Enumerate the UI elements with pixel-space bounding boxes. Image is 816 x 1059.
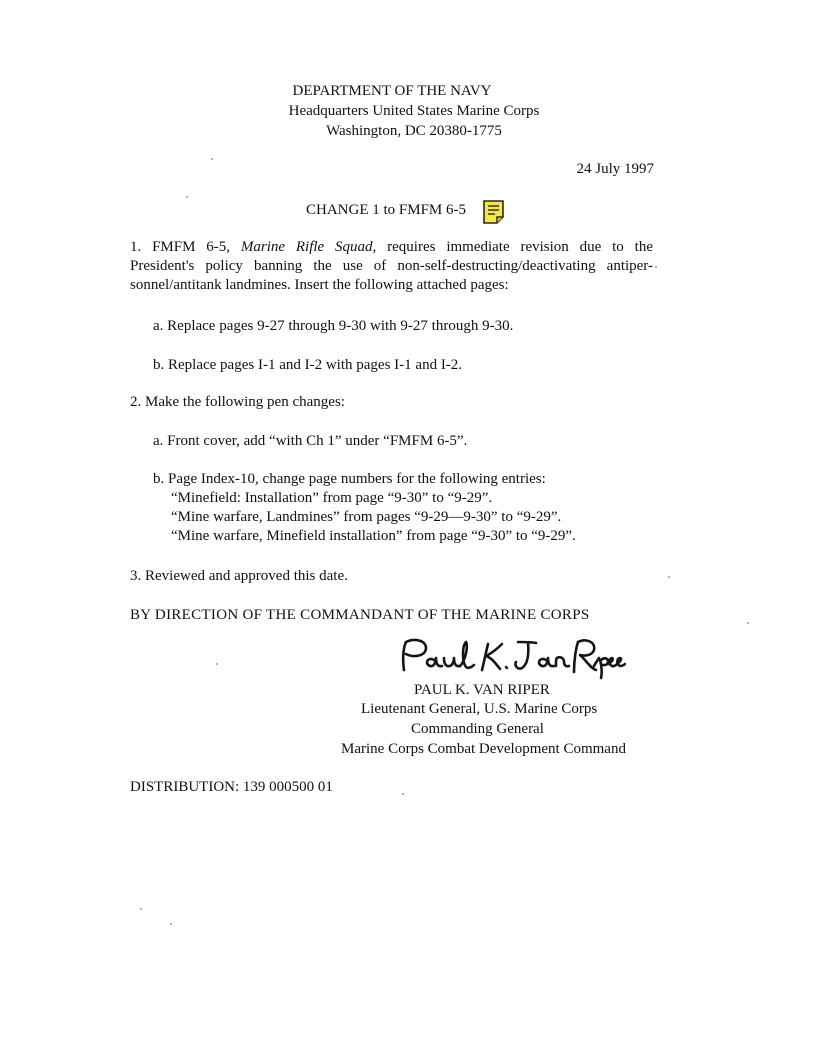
para2-item-b: b. Page Index-10, change page numbers for the following entries: (153, 471, 546, 487)
scan-speck (655, 266, 657, 268)
scan-speck (402, 793, 404, 795)
header-hq: Headquarters United States Marine Corps (288, 103, 540, 119)
scan-speck (668, 576, 670, 578)
para1-line1 (130, 238, 653, 257)
document-date: 24 July 1997 (576, 161, 654, 177)
scan-speck (170, 923, 172, 925)
scan-speck (216, 663, 218, 665)
para1-line1-pre: 1. FMFM 6-5, (130, 239, 241, 255)
document-title: CHANGE 1 to FMFM 6-5 (306, 202, 467, 218)
para1-item-b: b. Replace pages I-1 and I-2 with pages I-1 and I-2. (153, 357, 463, 373)
scan-speck (140, 908, 142, 910)
signer-command: Marine Corps Combat Development Command (341, 741, 626, 757)
by-direction: BY DIRECTION OF THE COMMANDANT OF THE MARINE CORPS (130, 607, 590, 623)
scan-speck (211, 158, 213, 160)
para1-line1-post: requires immediate revision due to the (376, 239, 653, 255)
scan-speck (186, 196, 188, 198)
header-address: Washington, DC 20380-1775 (326, 123, 502, 139)
para2-entry-1: “Minefield: Installation” from page “9-30” to “9-29”. (171, 490, 493, 506)
signer-rank: Lieutenant General, U.S. Marine Corps (361, 701, 598, 717)
para2-item-a: a. Front cover, add “with Ch 1” under “FMFM 6-5”. (153, 433, 468, 449)
distribution: DISTRIBUTION: 139 000500 01 (130, 779, 333, 795)
para3: 3. Reviewed and approved this date. (130, 568, 348, 584)
handwritten-signature (396, 636, 626, 680)
signer-title: Commanding General (411, 721, 544, 737)
para1-line3: sonnel/antitank landmines. Insert the following attached pages: (130, 277, 509, 293)
para1-line2: President's policy banning the use of non-self-destructing/deactivating antiper- (130, 258, 653, 274)
para2-lead: 2. Make the following pen changes: (130, 394, 345, 410)
header-org: DEPARTMENT OF THE NAVY (292, 83, 492, 99)
publication-title: Marine Rifle Squad, (240, 239, 377, 255)
para2-entry-2: “Mine warfare, Landmines” from pages “9-29—9-30” to “9-29”. (171, 509, 562, 525)
signer-name: PAUL K. VAN RIPER (414, 682, 550, 698)
para2-entry-3: “Mine warfare, Minefield installation” from page “9-30” to “9-29”. (171, 528, 576, 544)
sticky-note-icon[interactable] (482, 199, 506, 225)
para1-item-a: a. Replace pages 9-27 through 9-30 with 9-27 through 9-30. (153, 318, 514, 334)
scan-speck (747, 622, 749, 624)
